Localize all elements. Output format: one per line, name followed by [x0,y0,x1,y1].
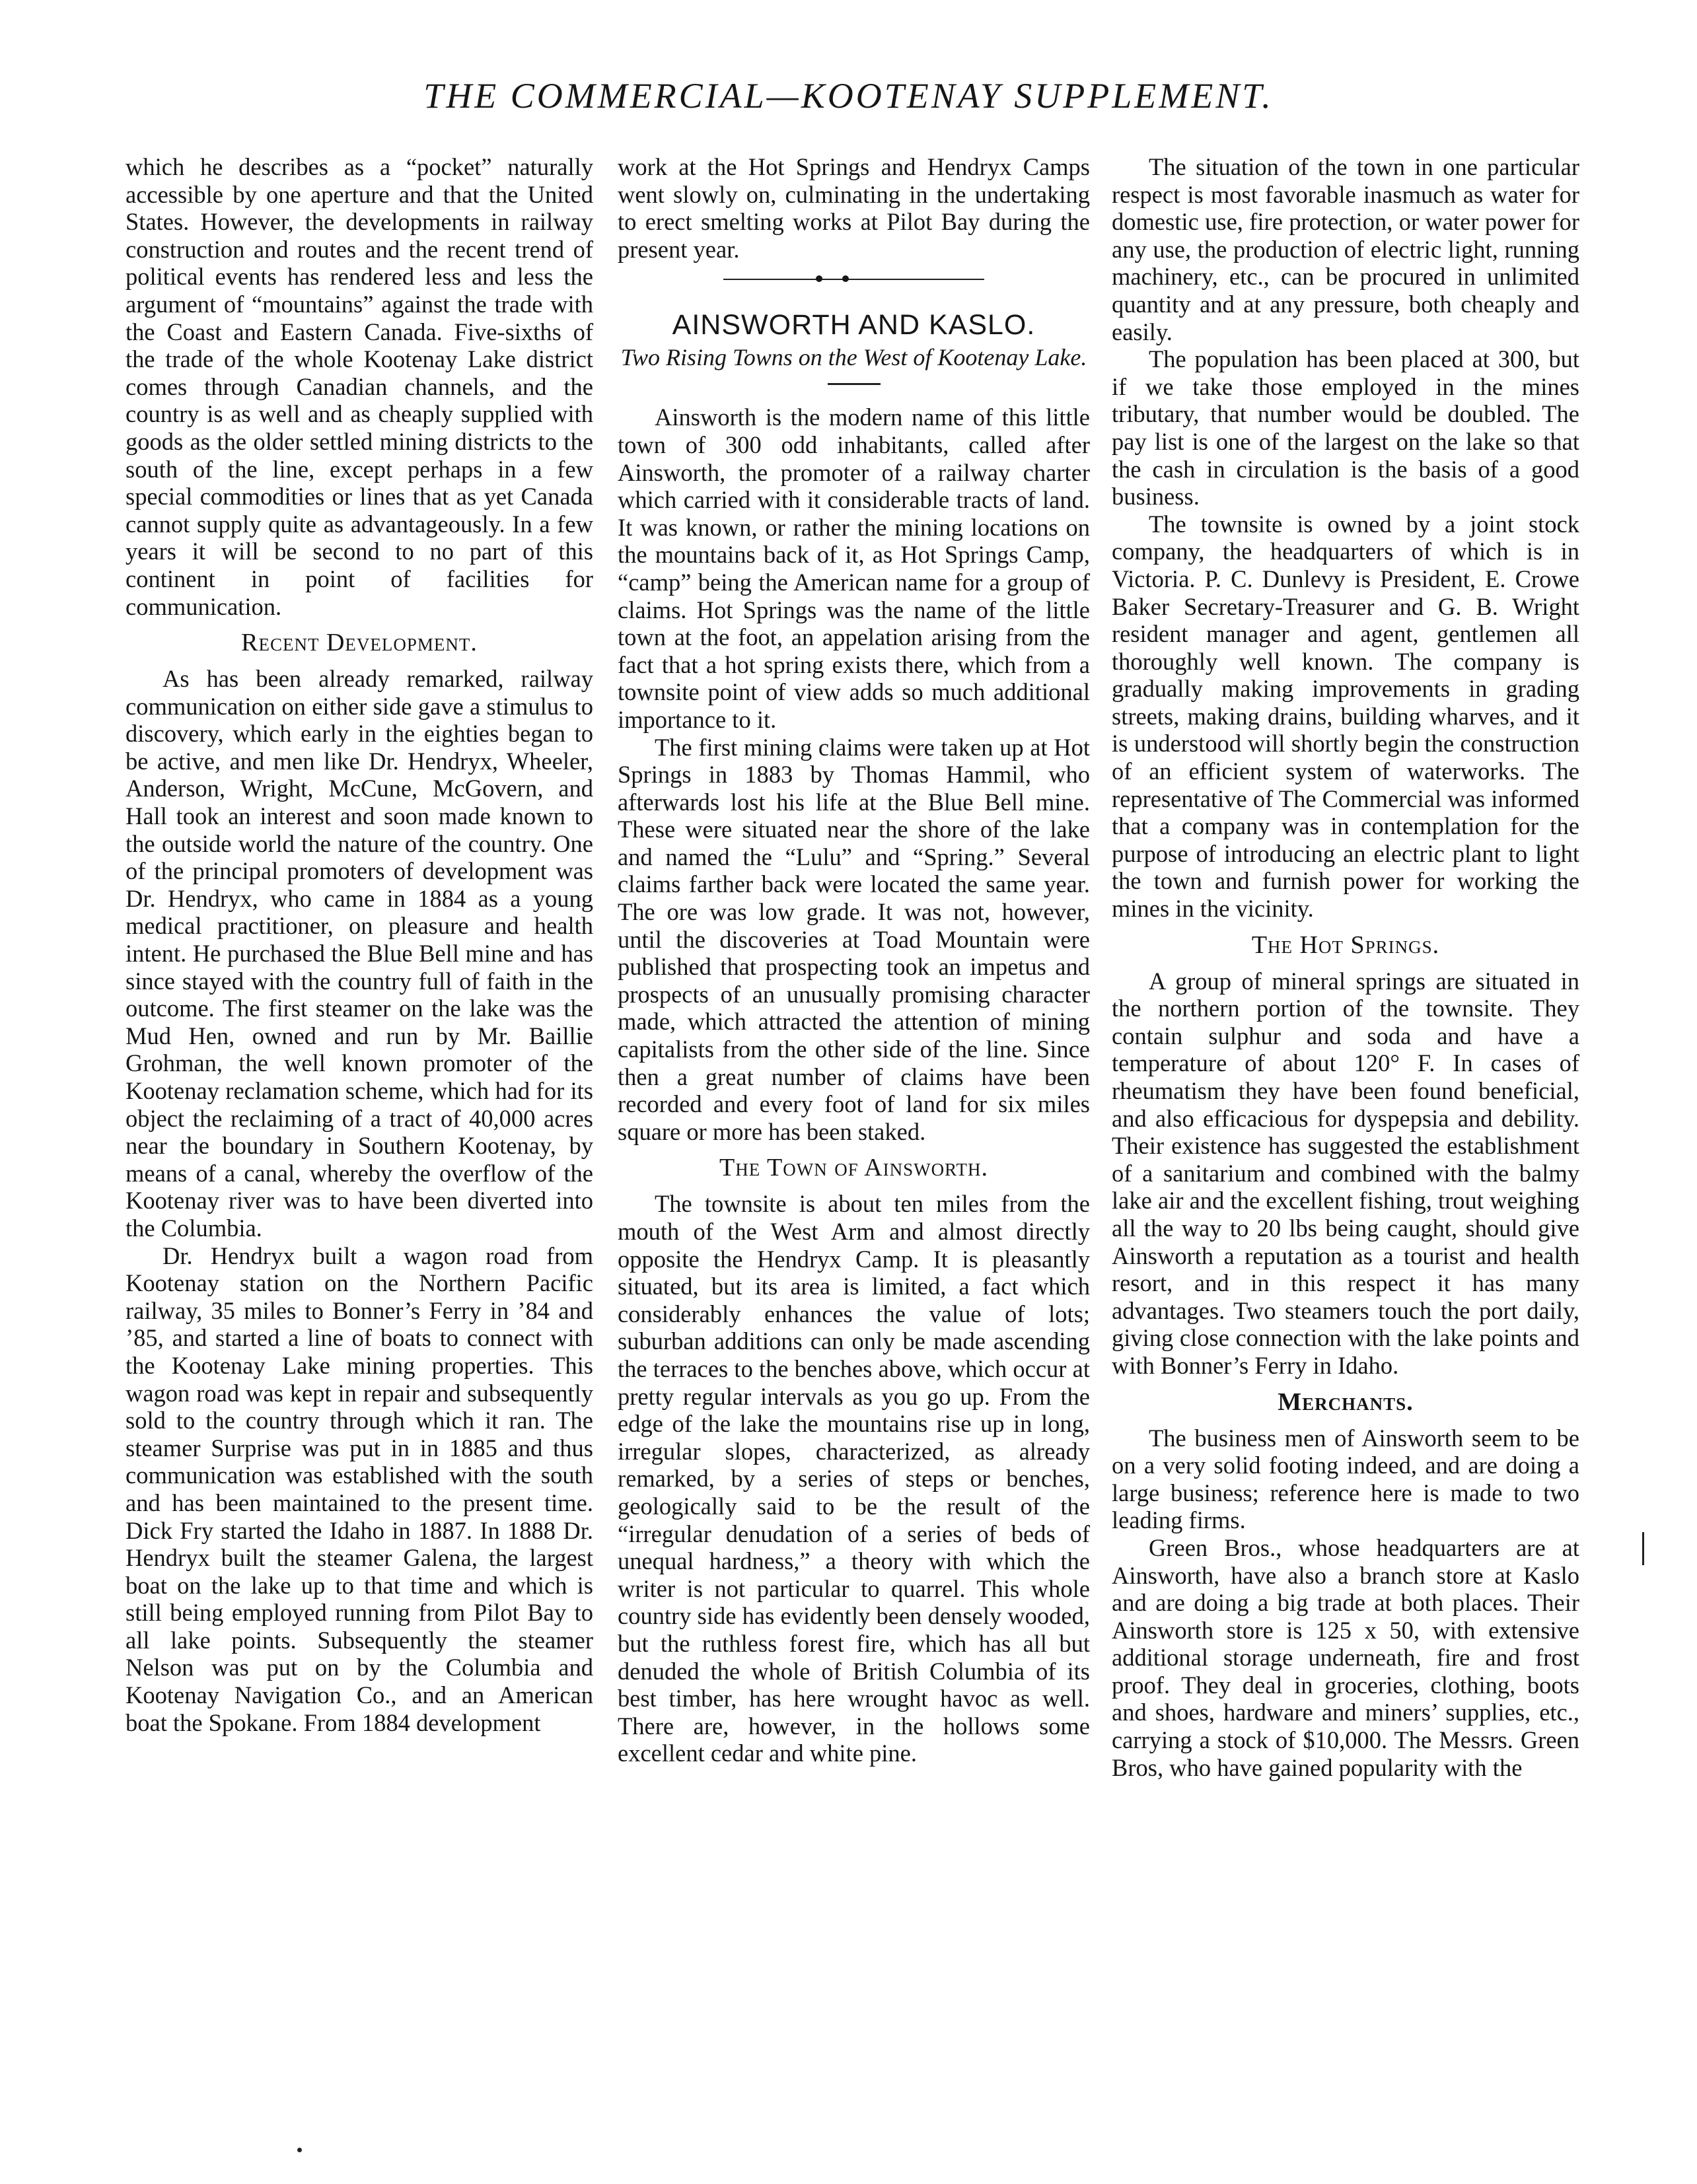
subhead-merchants: Merchants. [1278,1388,1414,1416]
running-head: THE COMMERCIAL—KOOTENAY SUPPLEMENT. [423,76,1274,116]
col1-paragraph-3: Dr. Hendryx built a wagon road from Kootenay station on the Northern Pacific railway, 35 miles to Bonner’s Ferry in ’84 and ’85, and started a line of boats to connect with the Kootenay Lake mining properties. This wagon road was kept in repair and subsequently sold to the country through which it ran. The steamer Surprise was put in in 1885 and thus communication was established with the south and has been maintained to the present time. Dick Fry started the Idaho in 1887. In 1888 Dr. Hendryx built the steamer Galena, the largest boat on the lake up to that time and which is still being employed running from Pilot Bay to all lake points. Subsequently the steamer Nelson was put on by the Columbia and Kootenay Navigation Co., and an American boat the Spokane. From 1884 development [126,1242,593,1736]
col3-paragraph-5: The business men of Ainsworth seem to be on a very solid footing indeed, and are doing a large business; reference here is made to two leading firms. [1112,1424,1579,1534]
subhead-town-of-ainsworth: The Town of Ainsworth. [719,1154,988,1182]
column-3 [1112,153,1579,1781]
col1-paragraph-2: As has been already remarked, railway communication on either side gave a stimulus to discovery, which early in the eighties began to be active, and men like Dr. Hendryx, Wheeler, Anderson, Wright, McCune, McGovern, and Hall took an interest and soon made known to the outside world the nature of the country. One of the principal promoters of development was Dr. Hendryx, who came in 1884 as a young medical practitioner, on pleasure and health intent. He purchased the Blue Bell mine and has since stayed with the country full of faith in the outcome. The first steamer on the lake was the Mud Hen, owned and run by Mr. Baillie Grohman, the well known promoter of the Kootenay reclamation scheme, which had for its object the reclaiming of a tract of 40,000 acres near the boundary in Southern Kootenay, by means of a canal, whereby the overflow of the Kootenay river was to have been diverted into the Columbia. [126,665,593,1242]
col3-paragraph-4: A group of mineral springs are situated in the northern portion of the townsite. They contain sulphur and soda and have a temperature of about 120° F. In cases of rheumatism they have been found beneficial, and also efficacious for dyspepsia and debility. Their existence has suggested the establishment of a sanitarium and combined with the balmy lake air and the excellent fishing, trout weighing all the way to 20 lbs being caught, should give Ainsworth a reputation as a tourist and health resort, and in this respect it has many advantages. Two steamers touch the port daily, giving close connection with the lake points and with Bonner’s Ferry in Idaho. [1112,967,1579,1379]
article-dek: Two Rising Towns on the West of Kootenay Lake. [620,344,1087,371]
col2-paragraph-2: Ainsworth is the modern name of this little town of 300 odd inhabitants, called after Ainsworth, the promoter of a railway charter which carried with it considerable tracts of land. It was known, or rather the mining locations on the mountains back of it, as Hot Springs Camp, “camp” being the American name for a group of claims. Hot Springs was the name of the little town at the foot, an appelation arising from the fact that a hot spring exists there, which from a townsite point of view adds so much additional importance to it. [618,404,1090,733]
ornamental-rule [618,272,1090,287]
column-1 [126,153,593,1736]
short-rule [828,383,881,385]
column-2 [618,153,1090,1767]
col2-paragraph-4: The townsite is about ten miles from the mouth of the West Arm and almost directly opposite the Hendryx Camp. It is pleasantly situated, but its area is limited, a fact which considerably enhances the value of lots; suburban additions can only be made ascending the terraces to the benches above, which occur at pretty regular intervals as you go up. From the edge of the lake the mountains rise up in long, irregular slopes, characterized, as already remarked, by a series of steps or benches, geologically said to be the result of the “irregular denudation of a series of beds of unequal hardness,” a theory with which the writer is not particular to quarrel. This whole country side has evidently been densely wooded, but the ruthless forest fire, which has all but denuded the whole of British Columbia of its best timber, has here wrought havoc as well. There are, however, in the hollows some excellent cedar and white pine. [618,1190,1090,1767]
col3-paragraph-6: Green Bros., whose headquarters are at Ainsworth, have also a branch store at Kaslo and are doing a big trade at both places. Their Ainsworth store is 125 x 50, with extensive additional storage underneath, fire and frost proof. They deal in groceries, clothing, boots and shoes, hardware and miners’ supplies, etc., carrying a stock of $10,000. The Messrs. Green Bros, who have gained popularity with the [1112,1533,1579,1781]
col3-paragraph-1: The situation of the town in one particular respect is most favorable inasmuch as water for domestic use, fire protection, or water power for any use, the production of electric light, running machinery, etc., can be procured in unlimited quantity and at any pressure, both cheaply and easily. [1112,153,1579,345]
article-headline: AINSWORTH AND KASLO. [672,309,1036,341]
subhead-recent-development: Recent Development. [241,629,478,657]
print-speck [1642,1532,1644,1565]
col2-paragraph-1: work at the Hot Springs and Hendryx Camps went slowly on, culminating in the undertaking to erect smelting works at Pilot Bay during the present year. [618,153,1090,263]
col3-paragraph-3: The townsite is owned by a joint stock company, the headquarters of which is in Victoria. P. C. Dunlevy is President, E. Crowe Baker Secretary-Treasurer and G. B. Wright resident manager and agent, gentlemen all thoroughly well known. The company is gradually making improvements in grading streets, making drains, building wharves, and it is understood will shortly begin the construction of an efficient system of waterworks. The representative of The Commercial was informed that a company was in contemplation for the purpose of introducing an electric plant to light the town and furnish power for working the mines in the vicinity. [1112,510,1579,923]
col3-paragraph-2: The population has been placed at 300, but if we take those employed in the mines tributary, that number would be doubled. The pay list is one of the largest on the lake so that the cash in circulation is the basis of a good business. [1112,345,1579,511]
col1-paragraph-1: which he describes as a “pocket” naturally accessible by one aperture and that the United States. However, the developments in railway construction and routes and the recent trend of political events has rendered less and less the argument of “mountains” against the trade with the Coast and Eastern Canada. Five-sixths of the trade of the whole Kootenay Lake district comes through Canadian channels, and the country is as well and as cheaply supplied with goods as the older settled mining districts to the south of the line, except perhaps in a few special commodities or lines that as yet Canada cannot supply quite as advantageously. In a few years it will be second to no part of this continent in point of facilities for communication. [126,153,593,620]
print-speck [297,2148,302,2152]
col2-paragraph-3: The first mining claims were taken up at Hot Springs in 1883 by Thomas Hammil, who afterwards lost his life at the Blue Bell mine. These were situated near the shore of the lake and named the “Lulu” and “Spring.” Several claims farther back were located the same year. The ore was low grade. It was not, however, until the discoveries at Toad Mountain were published that prospecting took an impetus and prospects of an unusually promising character made, which attracted the attention of mining capitalists from the other side of the line. Since then a great number of claims have been recorded and every foot of land for six miles square or more has been staked. [618,733,1090,1145]
subhead-hot-springs: The Hot Springs. [1251,931,1440,959]
